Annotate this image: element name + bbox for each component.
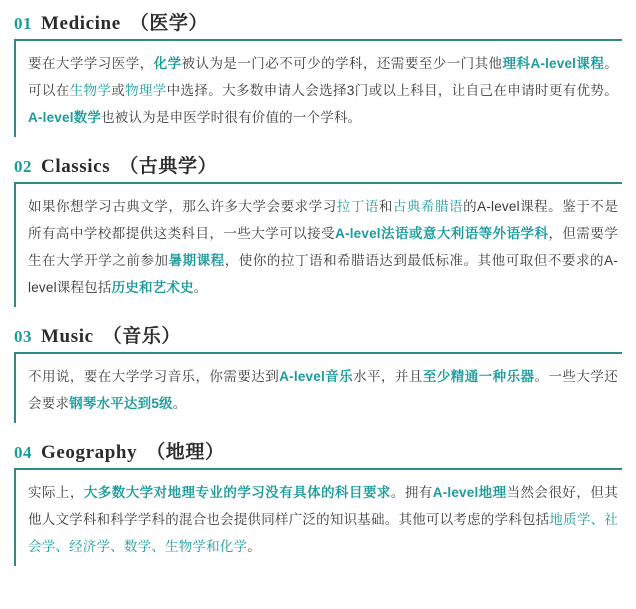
subject-section <box>14 321 622 423</box>
section-title-en: Medicine <box>41 13 121 34</box>
text-run: ，但需要学生在大学开学之前参加 <box>28 226 619 268</box>
text-run: 。 <box>172 396 187 411</box>
section-body <box>14 41 622 137</box>
highlighted-text-run: 历史和艺术史 <box>111 280 194 295</box>
highlighted-text-run: A-level地理 <box>432 485 507 500</box>
highlighted-text-run: 暑期课程 <box>168 253 225 268</box>
text-run: 实际上， <box>28 485 84 500</box>
text-run: 和 <box>378 199 393 214</box>
highlighted-text-run: 生物学 <box>69 83 112 98</box>
sections-container <box>14 8 622 566</box>
section-title-en: Music <box>41 326 94 347</box>
section-heading <box>14 437 622 470</box>
subject-section <box>14 437 622 566</box>
text-run: 被认为是一门必不可少的学科，还需要至少一门其他 <box>181 56 503 71</box>
section-paragraph <box>28 479 618 560</box>
highlighted-text-run: A-level音乐 <box>279 369 354 384</box>
section-heading <box>14 151 622 184</box>
text-run: 也被认为是申医学时很有价值的一个学科。 <box>101 110 362 125</box>
highlighted-text-run: 钢琴水平达到 <box>69 396 152 411</box>
section-paragraph <box>28 193 618 301</box>
highlighted-text-run: 古典希腊语 <box>392 199 464 214</box>
section-number: 02 <box>14 157 32 176</box>
highlighted-text-run: 5级 <box>151 396 173 411</box>
highlighted-text-run: 地质学、社会学、经济学、数学、生物学和化学 <box>28 512 618 554</box>
text-run: 。 <box>193 280 208 295</box>
section-title-en: Classics <box>41 156 111 177</box>
section-body <box>14 184 622 307</box>
text-run: 不用说，要在大学学习音乐，你需要达到 <box>28 369 280 384</box>
subject-section <box>14 151 622 307</box>
section-number: 04 <box>14 443 32 462</box>
section-heading <box>14 8 622 41</box>
text-run: 中选择。大多数申请人会选择3门或以上科目，让自己在申请时更有优势。 <box>166 83 618 98</box>
text-run: 水平，并且 <box>353 369 423 384</box>
highlighted-text-run: A-level数学 <box>28 110 102 125</box>
text-run: 。可以在 <box>28 56 618 98</box>
section-title-zh: （古典学） <box>119 156 218 177</box>
section-title-en: Geography <box>41 442 138 463</box>
text-run: 如果你想学习古典文学，那么许多大学会要求学习 <box>28 199 337 214</box>
section-title-zh: （地理） <box>146 442 225 463</box>
text-run: 或 <box>111 83 126 98</box>
section-number: 01 <box>14 14 32 33</box>
section-body <box>14 354 622 423</box>
text-run: 。拥有 <box>390 485 433 500</box>
highlighted-text-run: 化学 <box>153 56 182 71</box>
text-run: 要在大学学习医学， <box>28 56 154 71</box>
text-run: 的A-level课程。鉴于不是所有高中学校都提供这类科目，一些大学可以接受 <box>28 199 619 241</box>
section-title-zh: （医学） <box>129 13 209 34</box>
text-run: ，使你的拉丁语和希腊语达到最低标准。其他可取但不要求的A-level课程包括 <box>28 253 618 295</box>
text-run: 。一些大学还会要求 <box>28 369 618 411</box>
section-title-zh: （音乐） <box>102 326 182 347</box>
section-body <box>14 470 622 566</box>
highlighted-text-run: A-level法语或意大利语等外语学科 <box>335 226 549 241</box>
highlighted-text-run: 至少精通一种乐器 <box>422 369 535 384</box>
highlighted-text-run: 大多数大学对地理专业的学习没有具体的科目要求 <box>83 485 391 500</box>
section-paragraph <box>28 50 618 131</box>
section-heading <box>14 321 622 354</box>
text-run: 当然会很好，但其他人文学科和科学学科的混合也会提供同样广泛的知识基础。其他可以考虑的学科包括 <box>28 485 618 527</box>
highlighted-text-run: 物理学 <box>125 83 167 98</box>
section-paragraph <box>28 363 618 417</box>
subject-section <box>14 8 622 137</box>
highlighted-text-run: 理科A-level课程 <box>502 56 605 71</box>
section-number: 03 <box>14 327 32 346</box>
highlighted-text-run: 拉丁语 <box>336 199 379 214</box>
text-run: 。 <box>247 539 261 554</box>
